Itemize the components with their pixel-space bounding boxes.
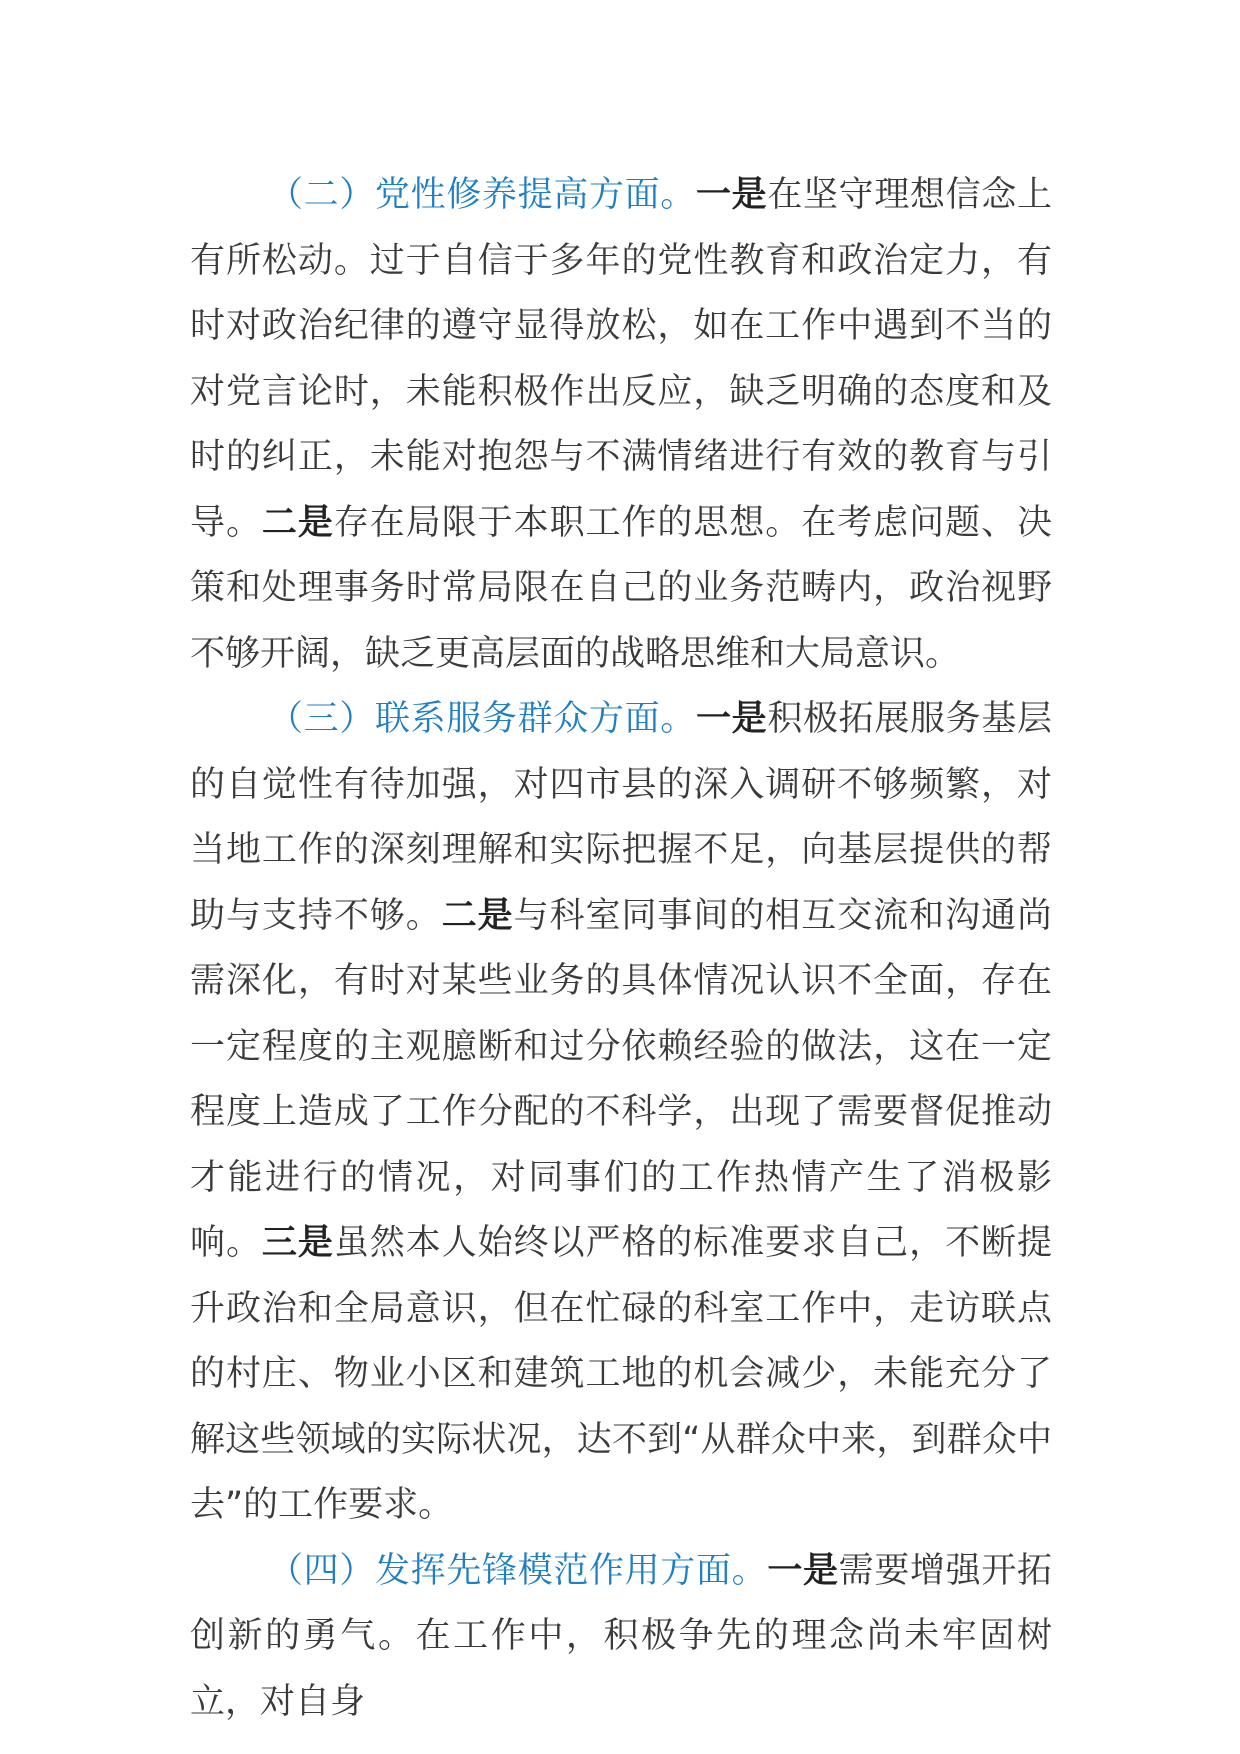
section-heading: （二）党性修养提高方面。 [268,175,696,215]
point-lead: 一是 [767,1550,839,1591]
point-text: 在坚守理想信念上有所松动。过于自信于多年的党性教育和政治定力，有时对政治纪律的遵守显得放松，如在工作中遇到不当的对党言论时，未能积极作出反应，缺乏明确的态度和及时的纠正，未能对抱怨与不满情绪进行有效的教育与引导。 [190,175,1052,543]
point-text: 需要增强开拓创新的勇气。在工作中，积极争先的理念尚未牢固树立，对自身 [190,1550,1052,1722]
point-text: 虽然本人始终以严格的标准要求自己，不断提升政治和全局意识，但在忙碌的科室工作中，走访联点的村庄、物业小区和建筑工地的机会减少，未能充分了解这些领域的实际状况，达不到“从群众中来，到群众中去”的工作要求。 [190,1223,1052,1525]
section-heading: （四）发挥先锋模范作用方面。 [268,1550,768,1591]
point-lead: 二是 [441,895,514,936]
document-body [190,163,1052,1735]
paragraph-serving-masses [190,687,1052,1539]
paragraph-vanguard-role [190,1539,1052,1736]
point-lead: 一是 [695,175,768,215]
section-heading: （三）联系服务群众方面。 [268,699,696,739]
point-text: 积极拓展服务基层的自觉性有待加强，对四市县的深入调研不够频繁，对当地工作的深刻理解和实际把握不足，向基层提供的帮助与支持不够。 [190,699,1052,936]
paragraph-party-spirit [190,163,1052,687]
point-lead: 三是 [261,1223,334,1263]
point-text: 存在局限于本职工作的思想。在考虑问题、决策和处理事务时常局限在自己的业务范畴内，政治视野不够开阔，缺乏更高层面的战略思维和大局意识。 [190,502,1052,674]
point-lead: 一是 [695,699,768,739]
point-text: 与科室同事间的相互交流和沟通尚需深化，有时对某些业务的具体情况认识不全面，存在一定程度的主观臆断和过分依赖经验的做法，这在一定程度上造成了工作分配的不科学，出现了需要督促推动才能进行的情况，对同事们的工作热情产生了消极影响。 [190,895,1052,1263]
point-lead: 二是 [261,502,334,543]
